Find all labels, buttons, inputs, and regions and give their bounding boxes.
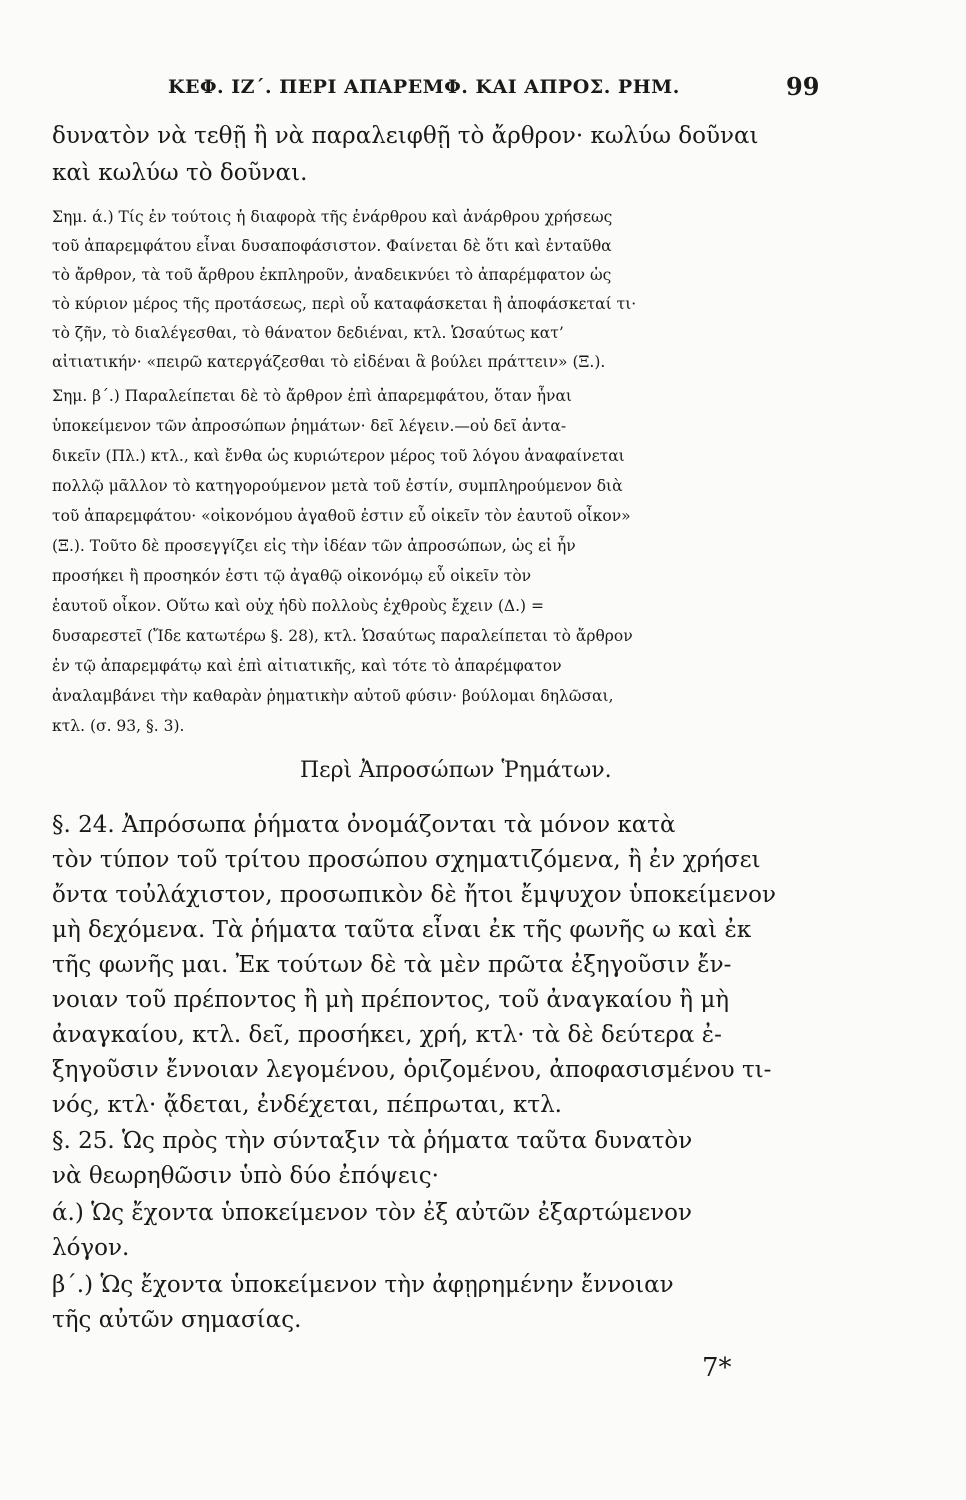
section-heading: Περὶ Ἀπροσώπων Ῥημάτων.: [300, 758, 612, 783]
note-line: κτλ. (σ. 93, §. 3).: [52, 717, 185, 735]
body-line: β΄.) Ὡς ἔχοντα ὑποκείμενον τὴν ἀφῃρημένην ἔννοιαν: [52, 1272, 674, 1298]
signature-mark: 7*: [702, 1353, 732, 1383]
body-line: §. 25. Ὡς πρὸς τὴν σύνταξιν τὰ ῥήματα ταῦτα δυνατὸν: [52, 1128, 693, 1154]
body-line: τὸν τύπον τοῦ τρίτου προσώπου σχηματιζόμενα, ἢ ἐν χρήσει: [52, 847, 761, 873]
body-line: λόγον.: [52, 1235, 130, 1261]
body-line: τῆς φωνῆς μαι. Ἐκ τούτων δὲ τὰ μὲν πρῶτα ἐξηγοῦσιν ἔν-: [52, 952, 732, 978]
opening-line: δυνατὸν νὰ τεθῇ ἢ νὰ παραλειφθῇ τὸ ἄρθρον· κωλύω δοῦναι: [52, 123, 759, 149]
note-line: τὸ κύριον μέρος τῆς προτάσεως, περὶ οὗ καταφάσκεται ἢ ἀποφάσκεταί τι·: [52, 295, 637, 313]
note-line: δικεῖν (Πλ.) κτλ., καὶ ἔνθα ὡς κυριώτερον μέρος τοῦ λόγου ἀναφαίνεται: [52, 447, 625, 465]
note-line: πολλῷ μᾶλλον τὸ κατηγορούμενον μετὰ τοῦ ἐστίν, συμπληρούμενον διὰ: [52, 477, 623, 495]
body-line: §. 24. Ἀπρόσωπα ῥήματα ὀνομάζονται τὰ μόνον κατὰ: [52, 812, 676, 838]
note-line: τοῦ ἀπαρεμφάτου εἶναι δυσαποφάσιστον. Φαίνεται δὲ ὅτι καὶ ἐνταῦθα: [52, 237, 612, 255]
body-line: νὰ θεωρηθῶσιν ὑπὸ δύο ἐπόψεις·: [52, 1163, 439, 1189]
note-line: Σημ. ά.) Τίς ἐν τούτοις ἡ διαφορὰ τῆς ἐνάρθρου καὶ ἀνάρθρου χρήσεως: [52, 208, 613, 226]
body-line: μὴ δεχόμενα. Τὰ ῥήματα ταῦτα εἶναι ἐκ τῆς φωνῆς ω καὶ ἐκ: [52, 917, 752, 943]
note-line: ἐν τῷ ἀπαρεμφάτῳ καὶ ἐπὶ αἰτιατικῆς, καὶ τότε τὸ ἀπαρέμφατον: [52, 657, 562, 675]
body-line: ὄντα τοὐλάχιστον, προσωπικὸν δὲ ἤτοι ἔμψυχον ὑποκείμενον: [52, 882, 776, 908]
note-line: τὸ ἄρθρον, τὰ τοῦ ἄρθρου ἐκπληροῦν, ἀναδεικνύει τὸ ἀπαρέμφατον ὡς: [52, 266, 612, 284]
body-line: ἀναγκαίου, κτλ. δεῖ, προσήκει, χρή, κτλ· τὰ δὲ δεύτερα ἐ-: [52, 1022, 722, 1048]
note-line: ἑαυτοῦ οἶκον. Οὕτω καὶ οὐχ ἡδὺ πολλοὺς ἐχθροὺς ἔχειν (Δ.) =: [52, 597, 544, 615]
body-line: τῆς αὐτῶν σημασίας.: [52, 1307, 302, 1333]
note-line: Σημ. β΄.) Παραλείπεται δὲ τὸ ἄρθρον ἐπὶ ἀπαρεμφάτου, ὅταν ἦναι: [52, 387, 572, 405]
note-line: (Ξ.). Τοῦτο δὲ προσεγγίζει εἰς τὴν ἰδέαν τῶν ἀπροσώπων, ὡς εἰ ἦν: [52, 537, 576, 555]
body-line: νοιαν τοῦ πρέποντος ἢ μὴ πρέποντος, τοῦ ἀναγκαίου ἢ μὴ: [52, 987, 730, 1013]
note-line: τοῦ ἀπαρεμφάτου· «οἰκονόμου ἀγαθοῦ ἐστιν εὖ οἰκεῖν τὸν ἑαυτοῦ οἶκον»: [52, 507, 631, 525]
body-line: νός, κτλ· ᾄδεται, ἐνδέχεται, πέπρωται, κτλ.: [52, 1092, 562, 1118]
note-line: προσήκει ἢ προσηκόν ἐστι τῷ ἀγαθῷ οἰκονόμῳ εὖ οἰκεῖν τὸν: [52, 567, 532, 585]
body-line: ά.) Ὡς ἔχοντα ὑποκείμενον τὸν ἐξ αὐτῶν ἐξαρτώμενον: [52, 1200, 692, 1226]
note-line: τὸ ζῆν, τὸ διαλέγεσθαι, τὸ θάνατον δεδιέναι, κτλ. Ὡσαύτως κατ’: [52, 324, 564, 342]
body-line: ξηγοῦσιν ἔννοιαν λεγομένου, ὁριζομένου, ἀποφασισμένου τι-: [52, 1057, 772, 1083]
note-line: ἀναλαμβάνει τὴν καθαρὰν ῥηματικὴν αὐτοῦ φύσιν· βούλομαι δηλῶσαι,: [52, 687, 614, 705]
running-head: ΚΕΦ. ΙΖ΄. ΠΕΡΙ ΑΠΑΡΕΜΦ. ΚΑΙ ΑΠΡΟΣ. ΡΗΜ.: [168, 76, 680, 98]
note-line: δυσαρεστεῖ (Ἴδε κατωτέρω §. 28), κτλ. Ὡσαύτως παραλείπεται τὸ ἄρθρον: [52, 627, 633, 645]
note-line: αἰτιατικήν· «πειρῶ κατεργάζεσθαι τὸ εἰδέναι ἃ βούλει πράττειν» (Ξ.).: [52, 353, 606, 371]
note-line: ὑποκείμενον τῶν ἀπροσώπων ῥημάτων· δεῖ λέγειν.—οὐ δεῖ ἀντα-: [52, 417, 567, 435]
page-number: 99: [786, 72, 820, 101]
opening-line: καὶ κωλύω τὸ δοῦναι.: [52, 160, 308, 186]
